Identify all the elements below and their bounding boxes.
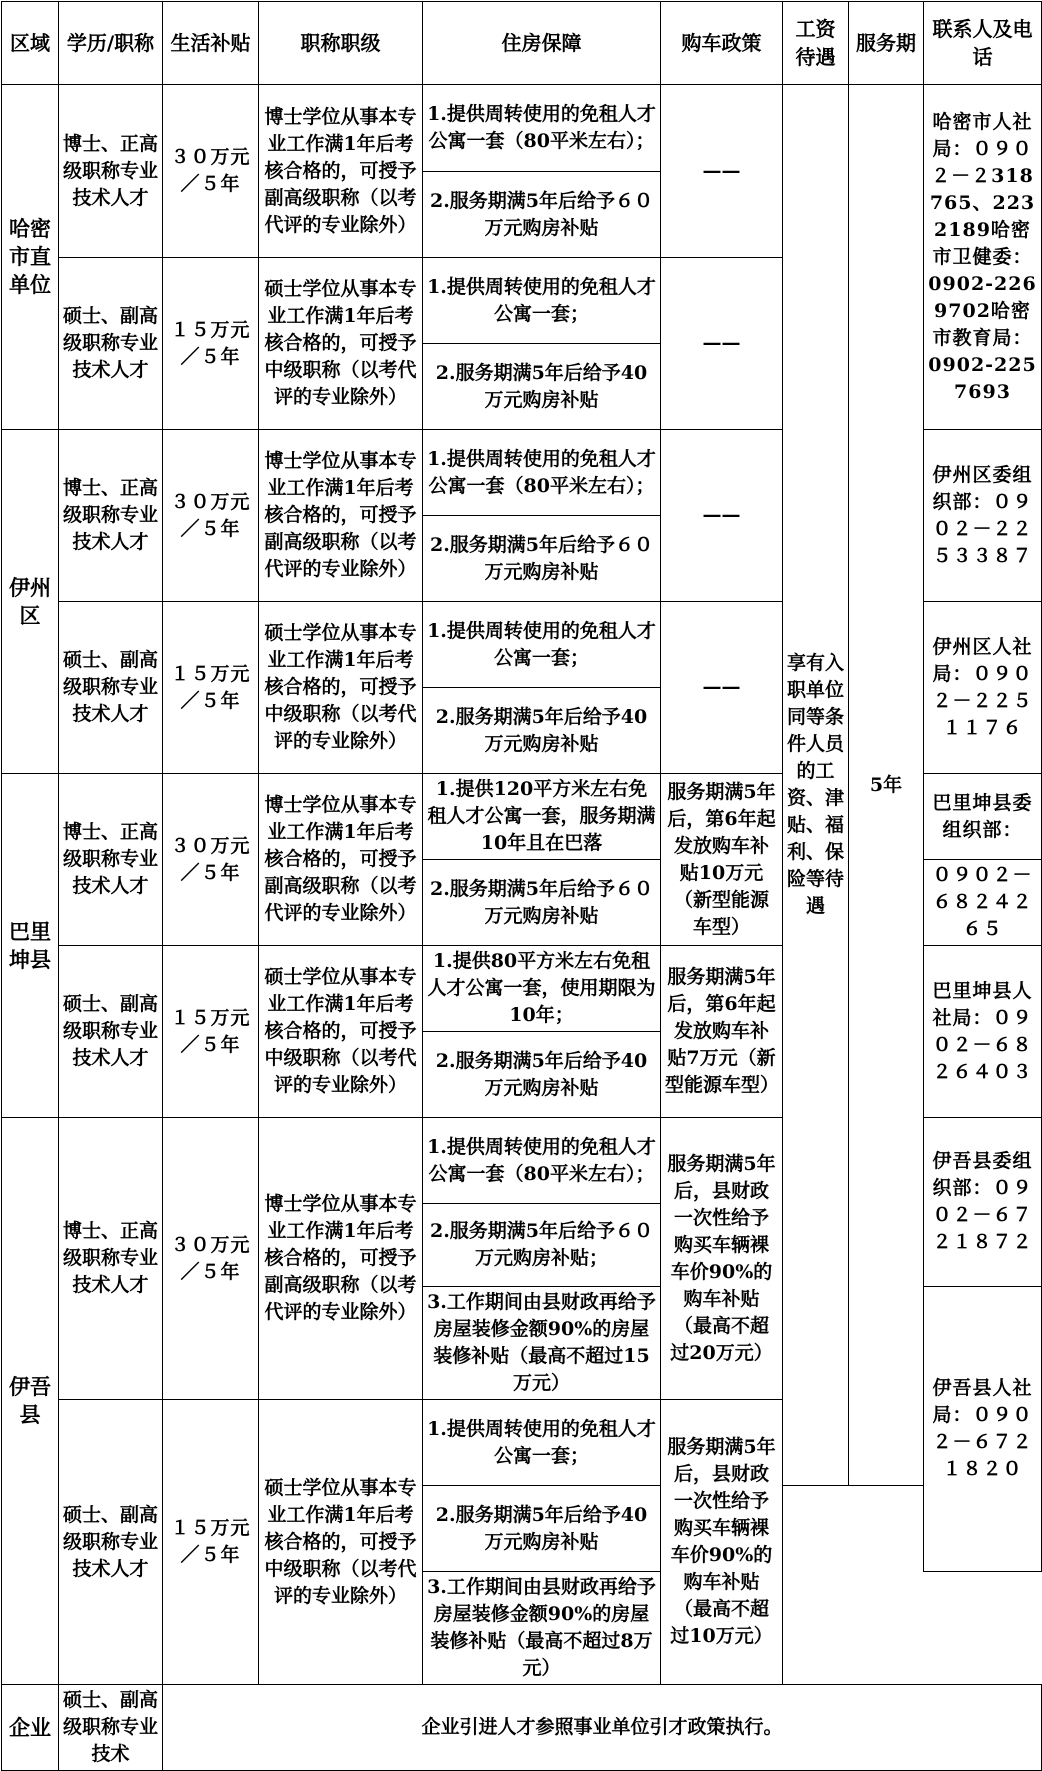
level-doctor: 博士、正高级职称专业技术人才 — [59, 1118, 163, 1400]
contact-yizhou-org: 伊州区委组织部：０９０２－２２５３３８７ — [924, 430, 1042, 602]
housing-item: 3.工作期间由县财政再给予房屋装修金额90%的房屋装修补贴（最高不超过8万元） — [423, 1572, 661, 1685]
housing-item: 1.提供120平方米左右免租人才公寓一套，服务期满10年且在巴落 — [423, 774, 661, 860]
allowance-value: ３０万元／５年 — [163, 774, 259, 946]
enterprise-note: 企业引进人才参照事业单位引才政策执行。 — [163, 1685, 1042, 1771]
level-doctor: 博士、正高级职称专业技术人才 — [59, 774, 163, 946]
car-policy-text: 服务期满5年后，第6年起发放购车补贴10万元（新型能源车型） — [661, 774, 783, 946]
car-policy-empty: —— — [661, 258, 783, 430]
contact-barkol-org-phone: ０９０２－６８２４２６５ — [924, 860, 1042, 946]
car-policy-text: 服务期满5年后，第6年起发放购车补贴7万元（新型能源车型） — [661, 946, 783, 1118]
region-enterprise: 企业 — [2, 1685, 59, 1771]
allowance-value: ３０万元／５年 — [163, 1118, 259, 1400]
housing-item: 1.提供周转使用的免租人才公寓一套（80平米左右）； — [423, 430, 661, 516]
header-region: 区域 — [2, 2, 59, 85]
region-hami: 哈密市直单位 — [2, 85, 59, 430]
region-yizhou: 伊州区 — [2, 430, 59, 774]
level-enterprise: 硕士、副高级职称专业技术 — [59, 1685, 163, 1771]
housing-item: 1.提供周转使用的免租人才公寓一套（80平米左右）； — [423, 1118, 661, 1204]
housing-item: 2.服务期满5年后给予６０万元购房补贴 — [423, 172, 661, 258]
talent-policy-table — [1, 1, 1042, 1771]
contact-yiwu-hr: 伊吾县人社局：０９０２－６７２１８２０ — [924, 1287, 1042, 1572]
car-policy-empty: —— — [661, 430, 783, 602]
header-allowance: 生活补贴 — [163, 2, 259, 85]
region-barkol: 巴里坤县 — [2, 774, 59, 1118]
allowance-value: １５万元／５年 — [163, 946, 259, 1118]
header-contact: 联系人及电话 — [924, 2, 1042, 85]
header-housing: 住房保障 — [423, 2, 661, 85]
header-car: 购车政策 — [661, 2, 783, 85]
title-level-text: 博士学位从事本专业工作满1年后考核合格的，可授予副高级职称（以考代评的专业除外） — [259, 774, 423, 946]
title-level-text: 硕士学位从事本专业工作满1年后考核合格的，可授予中级职称（以考代评的专业除外） — [259, 602, 423, 774]
allowance-value: １５万元／５年 — [163, 1400, 259, 1685]
table-row — [2, 85, 1042, 172]
housing-item: 1.提供周转使用的免租人才公寓一套（80平米左右）； — [423, 85, 661, 172]
housing-item: 1.提供周转使用的免租人才公寓一套； — [423, 602, 661, 688]
allowance-value: １５万元／５年 — [163, 602, 259, 774]
title-level-text: 硕士学位从事本专业工作满1年后考核合格的，可授予中级职称（以考代评的专业除外） — [259, 946, 423, 1118]
car-policy-empty: —— — [661, 85, 783, 258]
housing-item: 2.服务期满5年后给予６０万元购房补贴 — [423, 516, 661, 602]
contact-barkol-hr: 巴里坤县人社局：０９０２－６８２６４０３ — [924, 946, 1042, 1118]
contact-hami: 哈密市人社局：０９０２－２318765、2232189哈密市卫健委：0902-2269702哈密市教育局：0902-2257693 — [924, 85, 1042, 430]
housing-item: 3.工作期间由县财政再给予房屋装修金额90%的房屋装修补贴（最高不超过15万元） — [423, 1287, 661, 1400]
car-policy-text: 服务期满5年后，县财政一次性给予购买车辆裸车价90%的购车补贴（最高不超过20万元） — [661, 1118, 783, 1400]
allowance-value: ３０万元／５年 — [163, 430, 259, 602]
housing-item: 2.服务期满5年后给予６０万元购房补贴 — [423, 860, 661, 946]
table-row — [2, 1685, 1042, 1771]
level-master: 硕士、副高级职称专业技术人才 — [59, 258, 163, 430]
car-policy-empty: —— — [661, 602, 783, 774]
header-education: 学历/职称 — [59, 2, 163, 85]
region-yiwu: 伊吾县 — [2, 1118, 59, 1685]
level-master: 硕士、副高级职称专业技术人才 — [59, 602, 163, 774]
contact-barkol-org: 巴里坤县委组织部： — [924, 774, 1042, 860]
housing-item: 2.服务期满5年后给予40万元购房补贴 — [423, 344, 661, 430]
housing-item: 1.提供周转使用的免租人才公寓一套； — [423, 258, 661, 344]
contact-yiwu-org: 伊吾县委组织部：０９０２－６７２１８７２ — [924, 1118, 1042, 1287]
title-level-text: 博士学位从事本专业工作满1年后考核合格的，可授予副高级职称（以考代评的专业除外） — [259, 430, 423, 602]
title-level-text: 硕士学位从事本专业工作满1年后考核合格的，可授予中级职称（以考代评的专业除外） — [259, 258, 423, 430]
title-level-text: 硕士学位从事本专业工作满1年后考核合格的，可授予中级职称（以考代评的专业除外） — [259, 1400, 423, 1685]
housing-item: 1.提供周转使用的免租人才公寓一套； — [423, 1400, 661, 1486]
wage-text: 享有入职单位同等条件人员的工资、津贴、福利、保险等待遇 — [783, 85, 849, 1486]
allowance-value: １５万元／５年 — [163, 258, 259, 430]
level-master: 硕士、副高级职称专业技术人才 — [59, 1400, 163, 1685]
contact-yizhou-hr: 伊州区人社局：０９０２－２２５１１７６ — [924, 602, 1042, 774]
housing-item: 2.服务期满5年后给予40万元购房补贴 — [423, 688, 661, 774]
allowance-value: ３０万元／５年 — [163, 85, 259, 258]
title-level-text: 博士学位从事本专业工作满1年后考核合格的，可授予副高级职称（以考代评的专业除外） — [259, 85, 423, 258]
service-period: 5年 — [849, 85, 924, 1486]
housing-item: 2.服务期满5年后给予40万元购房补贴 — [423, 1486, 661, 1572]
car-policy-text: 服务期满5年后，县财政一次性给予购买车辆裸车价90%的购车补贴（最高不超过10万元） — [661, 1400, 783, 1685]
housing-item: 2.服务期满5年后给予40万元购房补贴 — [423, 1032, 661, 1118]
header-title-level: 职称职级 — [259, 2, 423, 85]
housing-item: 2.服务期满5年后给予６０万元购房补贴； — [423, 1204, 661, 1287]
level-master: 硕士、副高级职称专业技术人才 — [59, 946, 163, 1118]
header-service: 服务期 — [849, 2, 924, 85]
header-wage: 工资待遇 — [783, 2, 849, 85]
level-doctor: 博士、正高级职称专业技术人才 — [59, 430, 163, 602]
title-level-text: 博士学位从事本专业工作满1年后考核合格的，可授予副高级职称（以考代评的专业除外） — [259, 1118, 423, 1400]
housing-item: 1.提供80平方米左右免租人才公寓一套，使用期限为10年； — [423, 946, 661, 1032]
level-doctor: 博士、正高级职称专业技术人才 — [59, 85, 163, 258]
header-row — [2, 2, 1042, 85]
